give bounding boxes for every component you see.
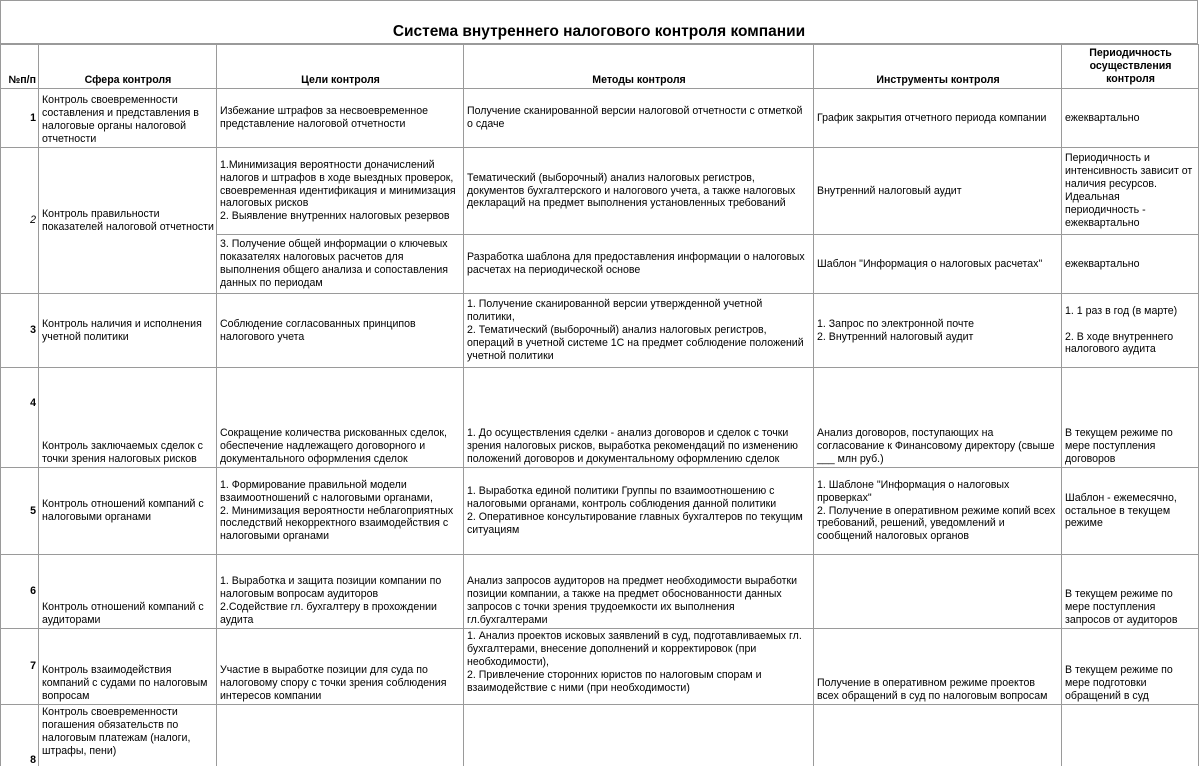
header-period[interactable]: Периодичность осуществления контроля (1062, 45, 1199, 89)
cell-methods[interactable]: Тематический (выборочный) анализ налоговых регистров, документов бухгалтерского и налогового учета, а также налоговых деклараций на предмет выполнения установленных требований (464, 148, 814, 235)
cell-sphere[interactable]: Контроль отношений компаний с аудиторами (39, 555, 217, 629)
header-tools[interactable]: Инструменты контроля (814, 45, 1062, 89)
cell-period[interactable] (1062, 294, 1199, 368)
row-num[interactable]: 4 (1, 368, 39, 468)
header-methods[interactable]: Методы контроля (464, 45, 814, 89)
table-row (1, 89, 1199, 148)
cell-period[interactable]: В текущем режиме по мере поступления договоров (1062, 368, 1199, 468)
row-num[interactable]: 2 (1, 148, 39, 294)
cell-sphere[interactable]: Контроль заключаемых сделок с точки зрения налоговых рисков (39, 368, 217, 468)
header-sphere[interactable]: Сфера контроля (39, 45, 217, 89)
cell-goals[interactable]: 1.Минимизация вероятности доначислений налогов и штрафов в ходе выездных проверок, своевременная идентификация и минимизация налоговых рисков 2. Выявление внутренних налоговых резервов (217, 148, 464, 235)
cell-tools[interactable]: 1. Запрос по электронной почте 2. Внутренний налоговый аудит (814, 294, 1062, 368)
cell-period[interactable]: Периодичность и интенсивность зависит от наличия ресурсов. Идеальная периодичность - ежеквартально (1062, 148, 1199, 235)
cell-sphere[interactable]: Контроль отношений компаний с налоговыми органами (39, 468, 217, 555)
cell-period-a: 1. 1 раз в год (в марте) (1065, 304, 1178, 317)
cell-sphere[interactable]: Контроль правильности показателей налоговой отчетности (39, 148, 217, 294)
table-row (1, 555, 1199, 629)
cell-methods[interactable]: 1. Получение сканированной версии утвержденной учетной политики, 2. Тематический (выборочный) анализ налоговых регистров, операций в учетной системе 1С на предмет соблюдение положений учетной политики (464, 294, 814, 368)
cell-goals[interactable] (217, 705, 464, 766)
cell-tools[interactable]: Анализ договоров, поступающих на согласование к Финансовому директору (свыше ___ млн руб.) (814, 368, 1062, 468)
cell-methods[interactable]: 1. Выработка единой политики Группы по взаимоотношению с налоговыми органами, контроль соблюдения данной политики 2. Оперативное консультирование главных бухгалтеров по текущим ситуациям (464, 468, 814, 555)
cell-tools[interactable]: Получение в оперативном режиме проектов всех обращений в суд по налоговым вопросам (814, 629, 1062, 705)
cell-methods[interactable]: 1. Анализ проектов исковых заявлений в суд, подготавливаемых гл. бухгалтерами, внесение дополнений и корректировок (при необходимости), 2. Привлечение сторонних юристов по налоговым спорам и взаимодействие с ними (при необходимости) (464, 629, 814, 705)
cell-tools[interactable]: 1. Шаблоне "Информация о налоговых проверках" 2. Получение в оперативном режиме копий всех требований, решений, уведомлений и сообщений налоговых органов (814, 468, 1062, 555)
cell-sphere[interactable]: Контроль своевременности составления и представления в налоговые органы налоговой отчетности (39, 89, 217, 148)
cell-sphere[interactable]: Контроль наличия и исполнения учетной политики (39, 294, 217, 368)
table-row (1, 368, 1199, 468)
cell-methods[interactable]: 1. До осуществления сделки - анализ договоров и сделок с точки зрения налоговых рисков, выработка рекомендаций по изменению положений договоров и документальному оформлению сделок (464, 368, 814, 468)
row-num[interactable]: 3 (1, 294, 39, 368)
cell-tools[interactable]: Внутренний налоговый аудит (814, 148, 1062, 235)
cell-sphere[interactable]: Контроль своевременности погашения обязательств по налоговым платежам (налоги, штрафы, пени) (39, 705, 217, 766)
cell-tools[interactable] (814, 555, 1062, 629)
row-num[interactable]: 7 (1, 629, 39, 705)
cell-period[interactable]: ежеквартально (1062, 89, 1199, 148)
table-row (1, 468, 1199, 555)
cell-goals[interactable]: Участие в выработке позиции для суда по налоговому спору с точки зрения соблюдения интересов компании (217, 629, 464, 705)
cell-period[interactable] (1062, 705, 1199, 766)
cell-tools[interactable]: График закрытия отчетного периода компании (814, 89, 1062, 148)
row-num[interactable]: 1 (1, 89, 39, 148)
header-row (1, 45, 1199, 89)
cell-goals[interactable]: 1. Выработка и защита позиции компании по налоговым вопросам аудиторов 2.Содействие гл. бухгалтеру в прохождении аудита (217, 555, 464, 629)
cell-period-b: 2. В ходе внутреннего налогового аудита (1065, 330, 1174, 356)
cell-goals[interactable]: Сокращение количества рискованных сделок, обеспечение надлежащего договорного и документального оформления сделок (217, 368, 464, 468)
cell-methods[interactable]: Анализ запросов аудиторов на предмет необходимости выработки позиции компании, а также на предмет обоснованности данных запросов с точки зрения трудоемкости их выполнения гл.бухгалтерами (464, 555, 814, 629)
cell-period[interactable]: Шаблон - ежемесячно, остальное в текущем режиме (1062, 468, 1199, 555)
table-row (1, 629, 1199, 705)
cell-period[interactable]: В текущем режиме по мере подготовки обращений в суд (1062, 629, 1199, 705)
row-num[interactable]: 6 (1, 555, 39, 629)
table-row (1, 148, 1199, 235)
table-row (1, 705, 1199, 766)
cell-methods[interactable]: Получение сканированной версии налоговой отчетности с отметкой о сдаче (464, 89, 814, 148)
cell-sphere[interactable]: Контроль взаимодействия компаний с судами по налоговым вопросам (39, 629, 217, 705)
cell-goals[interactable]: 3. Получение общей информации о ключевых показателях налоговых расчетов для выполнения общего анализа и сопоставления данных по периодам (217, 235, 464, 294)
row-num[interactable]: 5 (1, 468, 39, 555)
cell-goals[interactable]: Соблюдение согласованных принципов налогового учета (217, 294, 464, 368)
cell-period[interactable]: В текущем режиме по мере поступления запросов от аудиторов (1062, 555, 1199, 629)
cell-spacer (1065, 318, 1196, 331)
table-row (1, 294, 1199, 368)
cell-methods[interactable]: Разработка шаблона для предоставления информации о налоговых расчетах на периодической основе (464, 235, 814, 294)
header-goals[interactable]: Цели контроля (217, 45, 464, 89)
cell-methods[interactable] (464, 705, 814, 766)
cell-goals[interactable]: Избежание штрафов за несвоевременное представление налоговой отчетности (217, 89, 464, 148)
row-num[interactable]: 8 (1, 705, 39, 766)
cell-period[interactable]: ежеквартально (1062, 235, 1199, 294)
cell-goals[interactable]: 1. Формирование правильной модели взаимоотношений с налоговыми органами, 2. Минимизация вероятности неблагоприятных последствий некорректного взаимодействия с налоговыми органами (217, 468, 464, 555)
tax-control-table (0, 44, 1199, 766)
header-num[interactable]: №п/п (1, 45, 39, 89)
cell-tools[interactable]: Шаблон "Информация о налоговых расчетах" (814, 235, 1062, 294)
sheet-title: Система внутреннего налогового контроля компании (0, 0, 1198, 44)
cell-tools[interactable] (814, 705, 1062, 766)
